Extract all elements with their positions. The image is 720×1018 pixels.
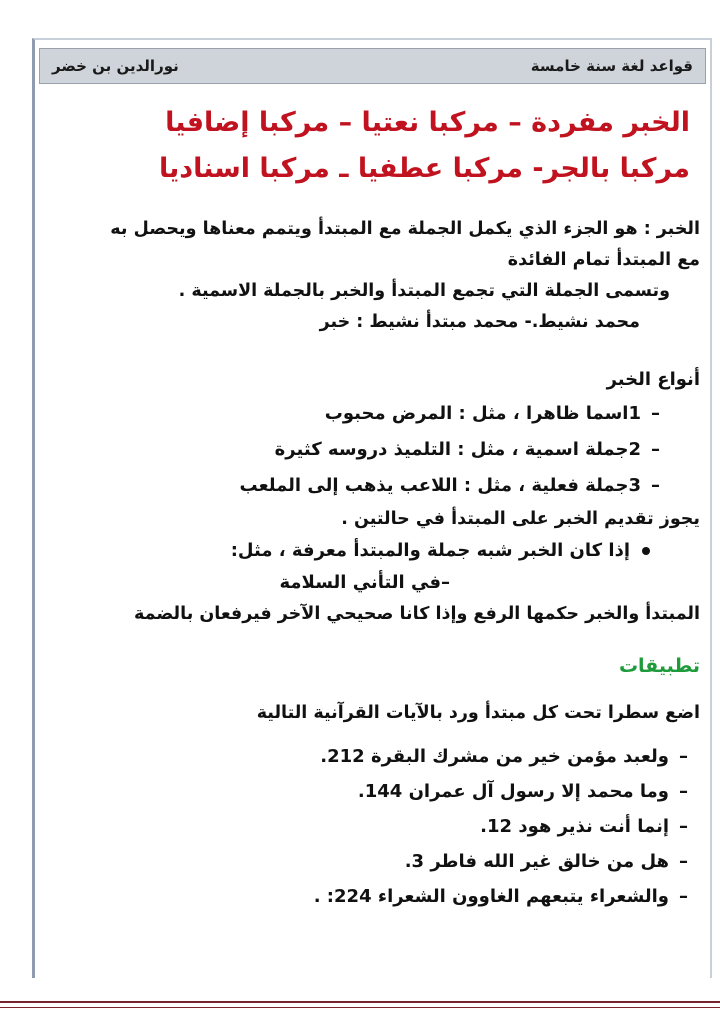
rule-line-2: المبتدأ والخبر حكمها الرفع وإذا كانا صحيحي الآخر فيرفعان بالضمة <box>133 604 700 624</box>
definition-line-3: وتسمى الجملة التي تجمع المبتدأ والخبر بالجملة الاسمية . <box>178 281 670 301</box>
type-item: –2جملة اسمية ، مثل : التلميذ دروسه كثيرة <box>274 439 660 460</box>
bullet-icon <box>642 547 650 555</box>
header-subject: قواعد لغة سنة خامسة <box>530 57 693 75</box>
document-content <box>45 100 700 914</box>
title-line-2: مركبا بالجر- مركبا عطفيا ـ مركبا اسناديا <box>158 153 690 184</box>
rule-example: –في التأني السلامة <box>279 572 450 593</box>
applications-instruction: اضع سطرا تحت كل مبتدأ ورد بالآيات القرآنية التالية <box>256 703 700 723</box>
definition-example: محمد نشيط.- محمد مبتدأ نشيط : خبر <box>319 312 640 332</box>
type-item: –3جملة فعلية ، مثل : اللاعب يذهب إلى الملعب <box>239 475 660 496</box>
application-item: –والشعراء يتبعهم الغاوون الشعراء 224: . <box>313 886 688 907</box>
application-item: –وما محمد إلا رسول آل عمران 144. <box>357 781 688 802</box>
definition-line-2: مع المبتدأ تمام الفائدة <box>507 250 700 270</box>
type-item: –1اسما ظاهرا ، مثل : المرض محبوب <box>324 403 660 424</box>
header-bar <box>39 48 706 84</box>
footer-rule <box>0 1001 720 1008</box>
types-heading: أنواع الخبر <box>606 369 700 390</box>
title-line-1: الخبر مفردة – مركبا نعتيا – مركبا إضافيا <box>165 107 690 138</box>
rule-line-1: يجوز تقديم الخبر على المبتدأ في حالتين . <box>341 509 700 529</box>
application-item: –هل من خالق غير الله فاطر 3. <box>404 851 688 872</box>
header-author: نورالدين بن خضر <box>52 57 179 75</box>
document-page <box>32 38 712 978</box>
definition-line-1: الخبر : هو الجزء الذي يكمل الجملة مع المبتدأ ويتمم معناها ويحصل به <box>110 219 700 239</box>
application-item: –ولعبد مؤمن خير من مشرك البقرة 212. <box>320 746 688 767</box>
rule-bullet: إذا كان الخبر شبه جملة والمبتدأ معرفة ، مثل: <box>45 535 700 567</box>
applications-heading: تطبيقات <box>618 655 700 677</box>
application-item: –إنما أنت نذير هود 12. <box>480 816 688 837</box>
